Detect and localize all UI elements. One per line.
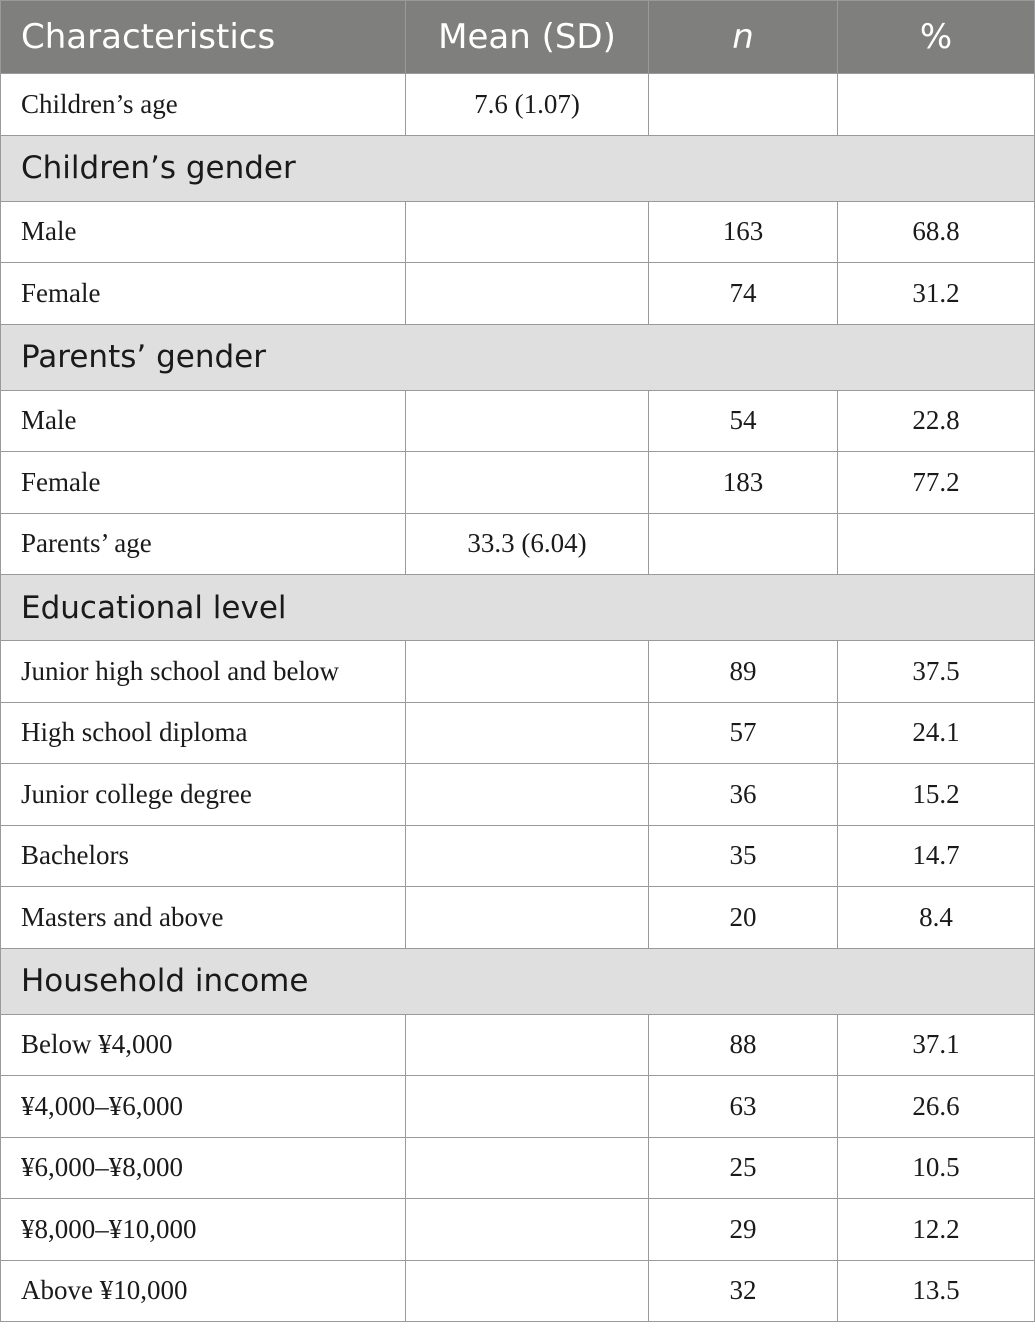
table-row <box>1 702 1035 764</box>
table-row <box>1 201 1035 263</box>
section-row <box>1 324 1035 390</box>
row-mean <box>406 641 649 703</box>
row-percent: 37.1 <box>838 1014 1035 1076</box>
row-n: 88 <box>649 1014 838 1076</box>
row-label: Female <box>1 263 406 325</box>
row-n: 163 <box>649 201 838 263</box>
row-mean <box>406 1014 649 1076</box>
row-mean <box>406 702 649 764</box>
row-percent: 31.2 <box>838 263 1035 325</box>
row-label: Children’s age <box>1 74 406 136</box>
table-row <box>1 764 1035 826</box>
section-row <box>1 948 1035 1014</box>
row-n: 54 <box>649 390 838 452</box>
row-mean <box>406 201 649 263</box>
table-row <box>1 887 1035 949</box>
row-n: 36 <box>649 764 838 826</box>
section-title: Children’s gender <box>1 135 1035 201</box>
row-label: Male <box>1 201 406 263</box>
table-row <box>1 1137 1035 1199</box>
table-row <box>1 452 1035 514</box>
section-row <box>1 575 1035 641</box>
section-title: Household income <box>1 948 1035 1014</box>
row-percent <box>838 513 1035 575</box>
row-percent: 15.2 <box>838 764 1035 826</box>
row-n: 32 <box>649 1260 838 1322</box>
row-percent: 26.6 <box>838 1076 1035 1138</box>
table-row <box>1 1260 1035 1322</box>
row-mean <box>406 390 649 452</box>
row-label: ¥6,000–¥8,000 <box>1 1137 406 1199</box>
row-label: High school diploma <box>1 702 406 764</box>
row-n <box>649 513 838 575</box>
table-row <box>1 390 1035 452</box>
row-percent <box>838 74 1035 136</box>
row-label: Masters and above <box>1 887 406 949</box>
table-row <box>1 825 1035 887</box>
table-row <box>1 1014 1035 1076</box>
row-mean: 33.3 (6.04) <box>406 513 649 575</box>
table-row <box>1 641 1035 703</box>
row-percent: 8.4 <box>838 887 1035 949</box>
row-mean <box>406 1199 649 1261</box>
row-percent: 10.5 <box>838 1137 1035 1199</box>
row-n: 20 <box>649 887 838 949</box>
row-label: Junior college degree <box>1 764 406 826</box>
row-mean <box>406 1260 649 1322</box>
row-mean <box>406 1076 649 1138</box>
table-row <box>1 1076 1035 1138</box>
row-percent: 12.2 <box>838 1199 1035 1261</box>
table-row <box>1 1199 1035 1261</box>
row-label: Parents’ age <box>1 513 406 575</box>
row-percent: 22.8 <box>838 390 1035 452</box>
header-characteristics: Characteristics <box>1 1 406 74</box>
row-label: ¥4,000–¥6,000 <box>1 1076 406 1138</box>
row-n: 35 <box>649 825 838 887</box>
row-percent: 77.2 <box>838 452 1035 514</box>
row-n: 29 <box>649 1199 838 1261</box>
row-mean <box>406 1137 649 1199</box>
row-percent: 13.5 <box>838 1260 1035 1322</box>
table-row <box>1 263 1035 325</box>
row-n: 25 <box>649 1137 838 1199</box>
row-percent: 24.1 <box>838 702 1035 764</box>
row-label: Above ¥10,000 <box>1 1260 406 1322</box>
section-title: Parents’ gender <box>1 324 1035 390</box>
row-percent: 37.5 <box>838 641 1035 703</box>
row-n: 89 <box>649 641 838 703</box>
row-n: 63 <box>649 1076 838 1138</box>
header-mean-sd: Mean (SD) <box>406 1 649 74</box>
header-n: n <box>649 1 838 74</box>
table-row <box>1 74 1035 136</box>
row-mean <box>406 764 649 826</box>
row-percent: 68.8 <box>838 201 1035 263</box>
header-percent: % <box>838 1 1035 74</box>
table-row <box>1 513 1035 575</box>
row-label: Female <box>1 452 406 514</box>
row-label: Junior high school and below <box>1 641 406 703</box>
row-n: 74 <box>649 263 838 325</box>
section-row <box>1 135 1035 201</box>
row-mean: 7.6 (1.07) <box>406 74 649 136</box>
section-title: Educational level <box>1 575 1035 641</box>
row-mean <box>406 887 649 949</box>
header-row <box>1 1 1035 74</box>
row-label: Bachelors <box>1 825 406 887</box>
row-n <box>649 74 838 136</box>
row-percent: 14.7 <box>838 825 1035 887</box>
row-mean <box>406 452 649 514</box>
row-mean <box>406 263 649 325</box>
row-n: 183 <box>649 452 838 514</box>
row-label: ¥8,000–¥10,000 <box>1 1199 406 1261</box>
row-mean <box>406 825 649 887</box>
row-label: Male <box>1 390 406 452</box>
row-label: Below ¥4,000 <box>1 1014 406 1076</box>
row-n: 57 <box>649 702 838 764</box>
